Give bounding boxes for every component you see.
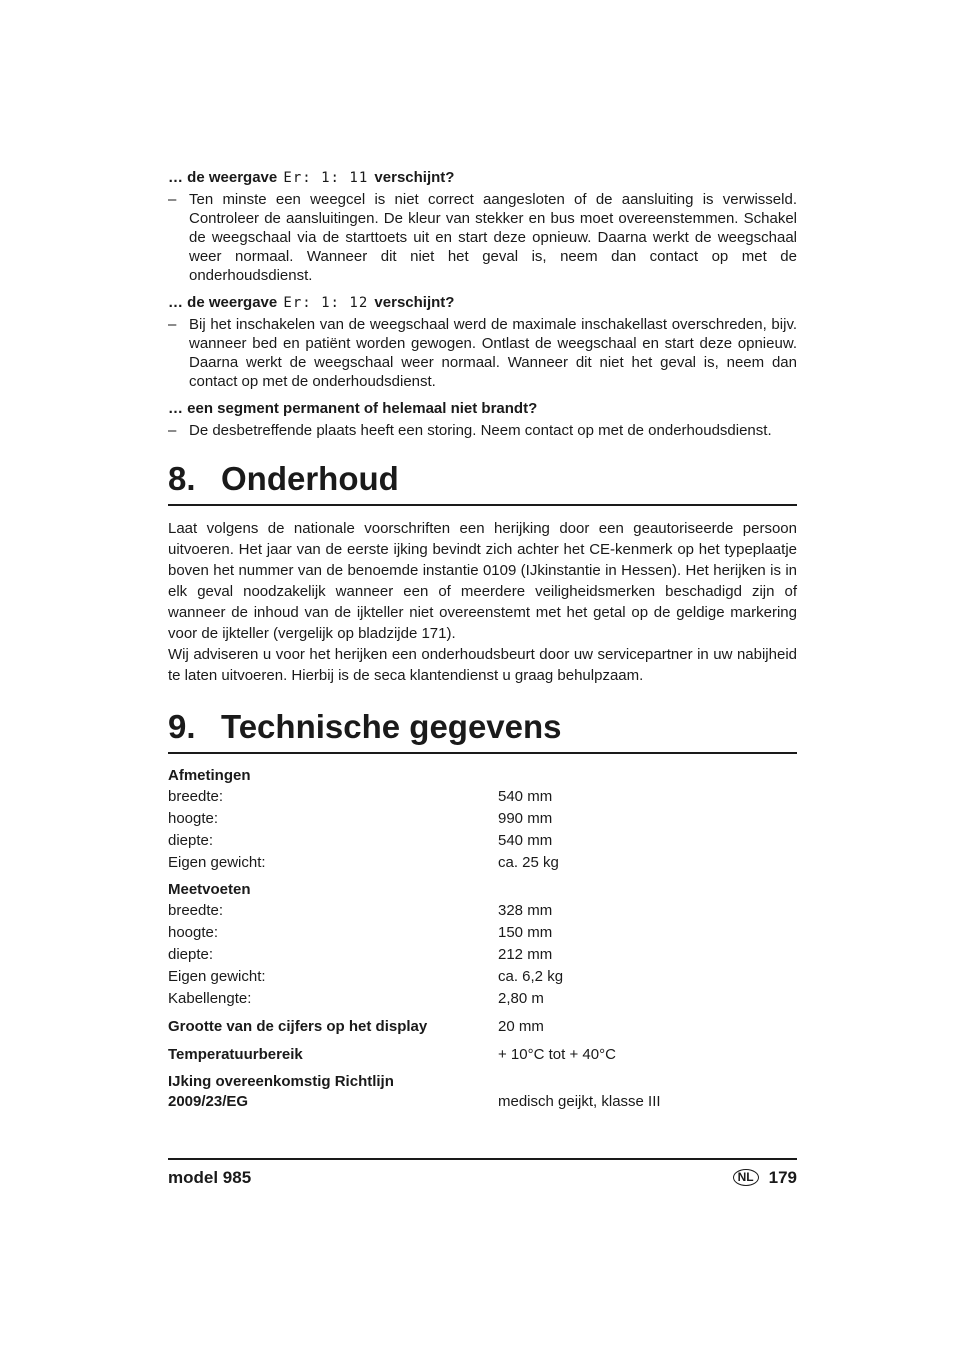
spec-key-line: 2009/23/EG <box>168 1093 249 1110</box>
section-number: 8. <box>168 460 196 497</box>
spec-group-label: Afmetingen <box>168 767 251 784</box>
faq-item <box>168 293 797 391</box>
spec-key: Grootte van de cijfers op het display <box>168 1018 428 1035</box>
spec-key <box>168 1072 498 1112</box>
spec-group-afmetingen <box>168 786 797 874</box>
spec-row <box>168 1016 797 1038</box>
body-paragraph: Wij adviseren u voor het herijken een onderhoudsbeurt door uw servicepartner in uw nabijheid te laten uitvoeren. Hierbij is de seca klantendienst u graag behulpzaam. <box>168 646 797 684</box>
spec-row <box>168 900 797 922</box>
faq-question <box>168 168 797 188</box>
spec-group-meetvoeten <box>168 900 797 1010</box>
section-number: 9. <box>168 708 196 745</box>
spec-value: 20 mm <box>498 1018 544 1035</box>
spec-value: 150 mm <box>498 924 553 941</box>
answer-text: De desbetreffende plaats heeft een storing. Neem contact op met de onderhoudsdienst. <box>189 422 772 439</box>
faq-item <box>168 168 797 285</box>
spec-key: diepte: <box>168 832 214 849</box>
spec-row <box>168 830 797 852</box>
page-info <box>733 1168 797 1188</box>
spec-value: 540 mm <box>498 832 553 849</box>
spec-key: breedte: <box>168 788 224 805</box>
question-suffix: verschijnt? <box>374 294 455 311</box>
section-title: Technische gegevens <box>221 708 562 745</box>
dash-bullet: – <box>168 191 177 208</box>
spec-row <box>168 922 797 944</box>
language-badge: NL <box>733 1169 759 1186</box>
section-heading-technische-gegevens <box>168 706 797 754</box>
faq-answer <box>168 421 797 440</box>
question-prefix: … de weergave <box>168 169 278 186</box>
spec-row <box>168 808 797 830</box>
answer-text: Bij het inschakelen van de weegschaal werd de maximale inschakellast overschreden, bijv. wanneer bed en patiënt worden gewogen. Ontlast de weegschaal en start deze opnieuw. Daarna werkt de weegschaal weer normaal. Wanneer dit niet het geval is, neem dan contact op met de onderhoudsdienst. <box>189 316 797 390</box>
error-code: Er: 1: 11 <box>283 170 369 186</box>
section-title: Onderhoud <box>221 460 399 497</box>
section-heading-onderhoud <box>168 458 797 506</box>
spec-value: 212 mm <box>498 946 553 963</box>
answer-text: Ten minste een weegcel is niet correct aangesloten of de aansluiting is verwisseld. Controleer de aansluitingen. De kleur van stekker en bus moet overeenstemmen. Schakel de weegschaal via de starttoets uit en start deze opnieuw. Daarna werkt de weegschaal weer normaal. Wanneer dit niet het geval is, neem dan contact op met de onderhoudsdienst. <box>189 191 797 284</box>
faq-answer <box>168 190 797 285</box>
question-prefix: … de weergave <box>168 294 278 311</box>
spec-key: diepte: <box>168 946 214 963</box>
body-paragraph: Laat volgens de nationale voorschriften een herijking door een geautoriseerde persoon uitvoeren. Het jaar van de eerste ijking bevindt zich achter het CE-kenmerk op het typeplaatje boven het nummer van de benoemde instantie 0109 (IJkinstantie in Hessen). Het herijken is in elk geval noodzakelijk wanneer een of meerdere veiligheidsmerken beschadigd zijn of wanneer de inhoud van de ijkteller niet overeenstemt met het getal op de geldige markering voor de ijkteller (vergelijk op bladzijde 171). <box>168 520 797 642</box>
page-content <box>168 168 797 1112</box>
spec-row <box>168 944 797 966</box>
spec-value: 328 mm <box>498 902 553 919</box>
spec-row <box>168 1044 797 1066</box>
faq-question <box>168 293 797 313</box>
page-footer <box>168 1158 797 1188</box>
spec-value: 540 mm <box>498 788 553 805</box>
spec-key-line: IJking overeenkomstig Richtlijn <box>168 1073 394 1090</box>
spec-row <box>168 786 797 808</box>
dash-bullet: – <box>168 316 177 333</box>
page-number: 179 <box>768 1168 797 1187</box>
spec-table <box>168 766 797 1112</box>
spec-row <box>168 1072 797 1112</box>
spec-key: Temperatuurbereik <box>168 1046 303 1063</box>
faq-answer <box>168 315 797 391</box>
spec-key: hoogte: <box>168 810 219 827</box>
error-code: Er: 1: 12 <box>283 295 369 311</box>
faq-question: … een segment permanent of helemaal niet brandt? <box>168 400 538 417</box>
dash-bullet: – <box>168 422 177 439</box>
spec-row <box>168 852 797 874</box>
spec-value: ca. 6,2 kg <box>498 968 564 985</box>
spec-row <box>168 966 797 988</box>
spec-value: 990 mm <box>498 810 553 827</box>
spec-key: breedte: <box>168 902 224 919</box>
spec-value: 2,80 m <box>498 990 544 1007</box>
spec-key: hoogte: <box>168 924 219 941</box>
spec-group-label: Meetvoeten <box>168 881 251 898</box>
spec-key: Kabellengte: <box>168 990 252 1007</box>
spec-value: medisch geijkt, klasse III <box>498 1093 661 1110</box>
spec-value: ca. 25 kg <box>498 854 559 871</box>
spec-value: + 10°C tot + 40°C <box>498 1046 616 1063</box>
spec-row <box>168 988 797 1010</box>
spec-key: Eigen gewicht: <box>168 968 266 985</box>
question-suffix: verschijnt? <box>374 169 455 186</box>
model-name: model 985 <box>168 1168 252 1187</box>
faq-item <box>168 399 797 440</box>
spec-key: Eigen gewicht: <box>168 854 266 871</box>
